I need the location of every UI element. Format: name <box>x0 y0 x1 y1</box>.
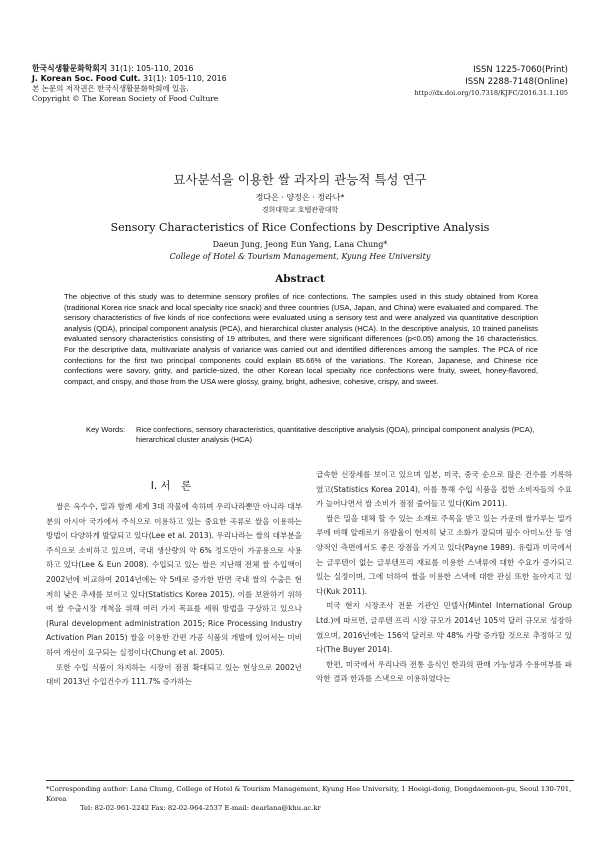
affiliation-english: College of Hotel & Tourism Management, Kyung Hee University <box>169 252 431 261</box>
paragraph: 미국 현지 시장조사 전문 기관인 민텔사(Mintel International Group Ltd.)에 따르면, 글루텐 프리 시장 규모가 2014년 105억 달러 규모로 성장하였으며, 2016년에는 156억 달러로 약 48% 가량 증가할 것으로 추정하고 있다(The Buyer 2014). <box>316 601 572 655</box>
authors-korean: 정다은 · 양정은 · 정라나* <box>255 193 345 202</box>
footnote-divider <box>46 780 574 781</box>
doi-link[interactable]: http://dx.doi.org/10.7318/KJFC/2016.31.1.105 <box>414 89 568 97</box>
keywords-text: Rice confections, sensory characteristics, quantitative descriptive analysis (QDA), principal component analysis (PCA), hierarchical cluster analysis (HCA) <box>136 425 535 445</box>
journal-volume-kr: 31(1): 105-110, 2016 <box>110 64 194 73</box>
affiliation-korean: 경희대학교 호텔관광대학 <box>261 206 339 214</box>
issn-block <box>414 64 568 99</box>
issn-print: ISSN 1225-7060(Print) <box>473 65 568 75</box>
copyright-notice-kr: 본 논문의 저작권은 한국식생활문화학회에 있음. <box>32 84 189 93</box>
title-english: Sensory Characteristics of Rice Confections by Descriptive Analysis <box>110 221 490 234</box>
keywords-block <box>86 425 538 446</box>
issn-online: ISSN 2288-7148(Online) <box>465 77 568 87</box>
abstract-heading: Abstract <box>275 273 325 285</box>
contact-info: Tel: 82-02-961-2242 Fax: 82-02-964-2537 E-mail: dearlana@khu.ac.kr <box>80 804 321 812</box>
title-korean: 묘사분석을 이용한 쌀 과자의 관능적 특성 연구 <box>173 172 427 187</box>
footnote <box>46 785 574 814</box>
paragraph: 급속한 신장세를 보이고 있으며 일본, 미국, 중국 순으로 많은 건수를 기록하였고(Statistics Korea 2014), 이를 통해 수입 식품을 접한 소비자들의 수요가 늘어나면서 쌀 소비가 점점 줄어들고 있다(Kim 2011). <box>316 470 572 509</box>
abstract-body: The objective of this study was to determine sensory profiles of rice confections. The samples used in this study obtained from Korea (traditional Korea rice snack and local specialty rice snack) and three countries (USA, Japan, and China) were evaluated and compared. The sensory characteristics of five kinds of rice confections were evaluated using a sensory test and were analyzed via quantitative description analysis (QDA), principal component analysis (PCA), and hierarchical cluster analysis (HCA). In the descriptive analysis, 10 trained panelists evaluated sensory characteristics consisting of 19 attributes, and there were significant differences (p<0.05) among the 16 characteristics. For the descriptive data, multivariate analysis of variance was carried out and identified differences among the samples. The PCA of rice confections for the first two principal components could explain 85.66% of the variations. The Korean, Japanese, and Chinese rice confections were savory, gritty, and particle-sized, the other Korean local specialty rice confections were fruity, sweet, honey-flavored, compact, and crispy, and those from the USA were glossy, grainy, bright, adhesive, cohesive, crispy, and sweet. <box>64 292 538 386</box>
copyright-line: Copyright © The Korean Society of Food Culture <box>32 94 219 103</box>
authors-english: Daeun Jung, Jeong Eun Yang, Lana Chung* <box>212 240 388 249</box>
body-column-left <box>46 500 302 690</box>
body-column-right <box>316 468 572 687</box>
journal-header <box>32 64 227 104</box>
journal-name-en: J. Korean Soc. Food Cult. <box>32 74 141 83</box>
journal-name-kr: 한국식생활문화학회지 <box>32 64 108 73</box>
paragraph: 쌀은 옥수수, 밀과 함께 세계 3대 작물에 속하며 우리나라뿐만 아니라 대부분의 아시아 국가에서 주식으로 이용하고 있는 중요한 곡류로 쌀을 이용하는 방법이 다양하게 발달되고 있다(Lee et al. 2013). 우리나라는 쌀의 대부분을 주식으로 소비하고 있으며, 국내 생산량의 약 6% 정도만이 가공용으로 사용하고 있다(Lee & Eun 2008). 수입되고 있는 쌀은 지난해 전체 쌀 수입액이 2002년에 비교하여 2014년에는 약 5배로 증가한 반면 국내 쌀의 수출은 현저히 낮은 추세를 보이고 있다(Statistics Korea 2015). 이를 보완하기 위하여 쌀 수출시장 개척을 위해 여러 가지 목표를 세워 방법을 구상하고 있으나(Rural development administration 2015; Rice Processing Industry Activation Plan 2015) 쌀을 이용한 간편 가공 식품의 개발에 있어서는 미비하여 개선이 요구되는 실정이다(Chung et al. 2005). <box>46 502 302 657</box>
corresponding-author: *Corresponding author: Lana Chung, College of Hotel & Tourism Management, Kyung Hee University, 1 Hoeigi-dong, Dongdaemoon-gu, Seoul 130-701, Korea <box>46 785 572 803</box>
section-heading-introduction: Ⅰ. 서 론 <box>150 480 192 492</box>
journal-volume-en: 31(1): 105-110, 2016 <box>143 74 227 83</box>
paragraph: 한편, 미국에서 우리나라 전통 음식인 한과의 판매 가능성과 수용여부를 파악한 결과 한과를 스낵으로 이용하였다는 <box>316 659 572 684</box>
paragraph: 또한 수입 식품이 차지하는 시장이 점점 확대되고 있는 현상으로 2002년 대비 2013년 수입건수가 111.7% 증가하는 <box>46 662 302 687</box>
keywords-label: Key Words: <box>86 425 126 434</box>
paragraph: 쌀은 밀을 대체 할 수 있는 소재로 주목을 받고 있는 가운데 쌀가루는 밀가루에 비해 알레르기 유발율이 현저히 낮고 소화가 잘되며 필수 아미노산 등 영양적인 측면에서도 좋은 장점을 가지고 있다(Payne 1989). 유럽과 미국에서는 글루텐이 없는 글루텐프리 재료를 이용한 스낵류에 대한 수요가 증가되고 있는 실정이며, 그에 더하여 쌀을 이용한 스낵에 대한 관심 또한 높아지고 있다(Kuk 2011). <box>316 513 572 596</box>
